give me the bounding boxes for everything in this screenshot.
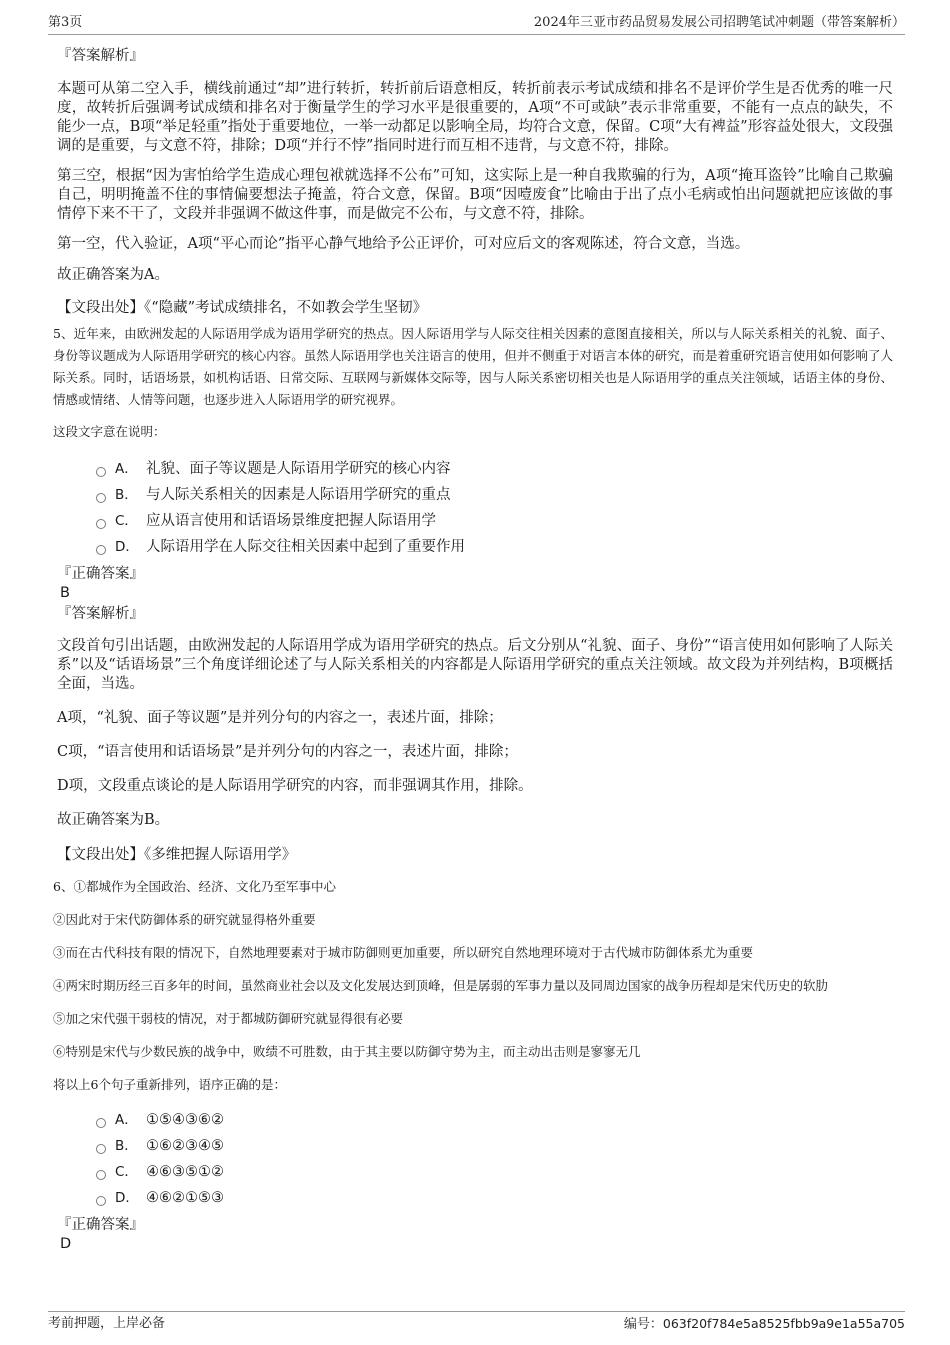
q6-option-b[interactable]: B． ①⑥②③④⑤ [96, 1133, 893, 1159]
q6-option-d[interactable]: D． ④⑥②①⑤③ [96, 1185, 893, 1211]
q6-sentence: ③而在古代科技有限的情况下，自然地理要素对于城市防御则更加重要，所以研究自然地理环境对于古代城市防御体系尤为重要 [53, 945, 754, 960]
page-content [53, 46, 893, 1253]
document-title: 2024年三亚市药品贸易发展公司招聘笔试冲刺题（带答案解析） [533, 15, 905, 30]
q6-sentence: ④两宋时期历经三百多年的时间，虽然商业社会以及文化发展达到顶峰，但是孱弱的军事力量以及同周边国家的战争历程却是宋代历史的软肋 [53, 978, 829, 993]
q4-conclusion: 故正确答案为A。 [57, 267, 169, 283]
q6-option-c[interactable]: C． ④⑥③⑤①② [96, 1159, 893, 1185]
footer-slogan: 考前押题，上岸必备 [48, 1316, 166, 1331]
q5-options [57, 456, 893, 560]
footer-serial [624, 1315, 905, 1334]
q5-correct-label: 『正确答案』 [57, 566, 144, 582]
q5-option-b[interactable]: B． 与人际关系相关的因素是人际语用学研究的重点 [96, 482, 893, 508]
q5-analysis-label: 『答案解析』 [57, 606, 144, 622]
q5-analysis-paragraph: D项，文段重点谈论的是人际语用学研究的内容，而非强调其作用，排除。 [57, 778, 533, 794]
q5-analysis-paragraph: A项，“礼貌、面子等议题”是并列分句的内容之一，表述片面，排除； [57, 710, 503, 726]
q4-analysis-paragraph: 第一空，代入验证，A项“平心而论”指平心静气地给予公正评价，可对应后文的客观陈述，符合文意，当选。 [57, 236, 750, 252]
q6-correct-label: 『正确答案』 [57, 1217, 144, 1233]
radio-button[interactable] [96, 1170, 106, 1180]
q6-sentence: ⑤加之宋代强干弱枝的情况，对于都城防御研究就显得很有必要 [53, 1011, 404, 1026]
radio-button[interactable] [96, 1196, 106, 1206]
q6-sentence: 6、①都城作为全国政治、经济、文化乃至军事中心 [53, 879, 336, 894]
q5-correct-answer: B [60, 585, 70, 601]
q6-correct-answer: D [60, 1236, 72, 1252]
radio-button[interactable] [96, 1144, 106, 1154]
q4-source: 【文段出处】《“隐藏”考试成绩排名，不如教会学生坚韧》 [57, 300, 428, 316]
page-footer [48, 1311, 905, 1336]
radio-button[interactable] [96, 493, 106, 503]
q5-conclusion: 故正确答案为B。 [57, 812, 170, 828]
q5-option-a[interactable]: A． 礼貌、面子等议题是人际语用学研究的核心内容 [96, 456, 893, 482]
serial-label: 编号： [623, 1317, 663, 1332]
q5-stem: 5、近年来，由欧洲发起的人际语用学成为语用学研究的热点。因人际语用学与人际交往相关因素的意图直接相关，所以与人际关系相关的礼貌、面子、身份等议题成为人际语用学研究的核心内容。虽然人际语用学也关注语言的使用，但并不侧重于对语言本体的研究，而是着重研究语言使用如何影响了人际关系。同时，话语场景，如机构话语、日常交际、互联网与新媒体交际等，因与人际关系密切相关也是人际语用学的重点关注领域，话语主体的身份、情感或情绪、人情等问题，也逐步进入人际语用学的研究视界。 [53, 326, 893, 407]
q4-analysis-label: 『答案解析』 [57, 48, 144, 64]
q5-analysis-paragraph: C项，“语言使用和话语场景”是并列分句的内容之一，表述片面，排除； [57, 744, 518, 760]
q6-option-a[interactable]: A． ①⑤④③⑥② [96, 1107, 893, 1133]
q6-prompt: 将以上6个句子重新排列，语序正确的是： [53, 1077, 286, 1092]
q5-option-d[interactable]: D． 人际语用学在人际交往相关因素中起到了重要作用 [96, 534, 893, 560]
q6-options [57, 1107, 893, 1211]
page-number: 第3页 [48, 15, 83, 30]
q5-prompt: 这段文字意在说明： [53, 424, 166, 439]
q4-analysis-paragraph: 本题可从第二空入手，横线前通过“却”进行转折，转折前后语意相反，转折前表示考试成绩和排名不是评价学生是否优秀的唯一尺度，故转折后强调考试成绩和排名对于衡量学生的学习水平是很重要的，A项“不可或缺”表示非常重要，不能有一点点的缺失，不能少一点，B项“举足轻重”指处于重要地位，一举一动都足以影响全局，均符合文意，保留。C项“大有裨益”形容益处很大，文段强调的是重要，与文意不符，排除；D项“并行不悖”指同时进行而互相不违背，与文意不符，排除。 [57, 81, 893, 154]
radio-button[interactable] [96, 545, 106, 555]
radio-button[interactable] [96, 519, 106, 529]
q6-sentence: ②因此对于宋代防御体系的研究就显得格外重要 [53, 912, 316, 927]
page-header [48, 14, 905, 35]
q5-analysis-paragraph: 文段首句引出话题，由欧洲发起的人际语用学成为语用学研究的热点。后文分别从“礼貌、面子、身份”“语言使用如何影响了人际关系”以及“话语场景”三个角度详细论述了与人际关系相关的内容都是人际语用学研究的重点关注领域。故文段为并列结构，B项概括全面，当选。 [57, 638, 893, 692]
radio-button[interactable] [96, 467, 106, 477]
radio-button[interactable] [96, 1118, 106, 1128]
q5-source: 【文段出处】《多维把握人际语用学》 [57, 847, 297, 863]
q6-sentence: ⑥特别是宋代与少数民族的战争中，败绩不可胜数，由于其主要以防御守势为主，而主动出击则是寥寥无几 [53, 1044, 641, 1059]
q4-analysis-paragraph: 第三空，根据“因为害怕给学生造成心理包袱就选择不公布”可知，这实际上是一种自我欺骗的行为，A项“掩耳盗铃”比喻自己欺骗自己，明明掩盖不住的事情偏要想法子掩盖，符合文意，保留。B项“因噎废食”比喻由于出了点小毛病或怕出问题就把应该做的事情停下来不干了，文段并非强调不做这件事，而是做完不公布，与文意不符，排除。 [57, 168, 893, 222]
serial-number: 063f20f784e5a8525fbb9a9e1a55a705 [662, 1316, 905, 1331]
q5-option-c[interactable]: C． 应从语言使用和话语场景维度把握人际语用学 [96, 508, 893, 534]
